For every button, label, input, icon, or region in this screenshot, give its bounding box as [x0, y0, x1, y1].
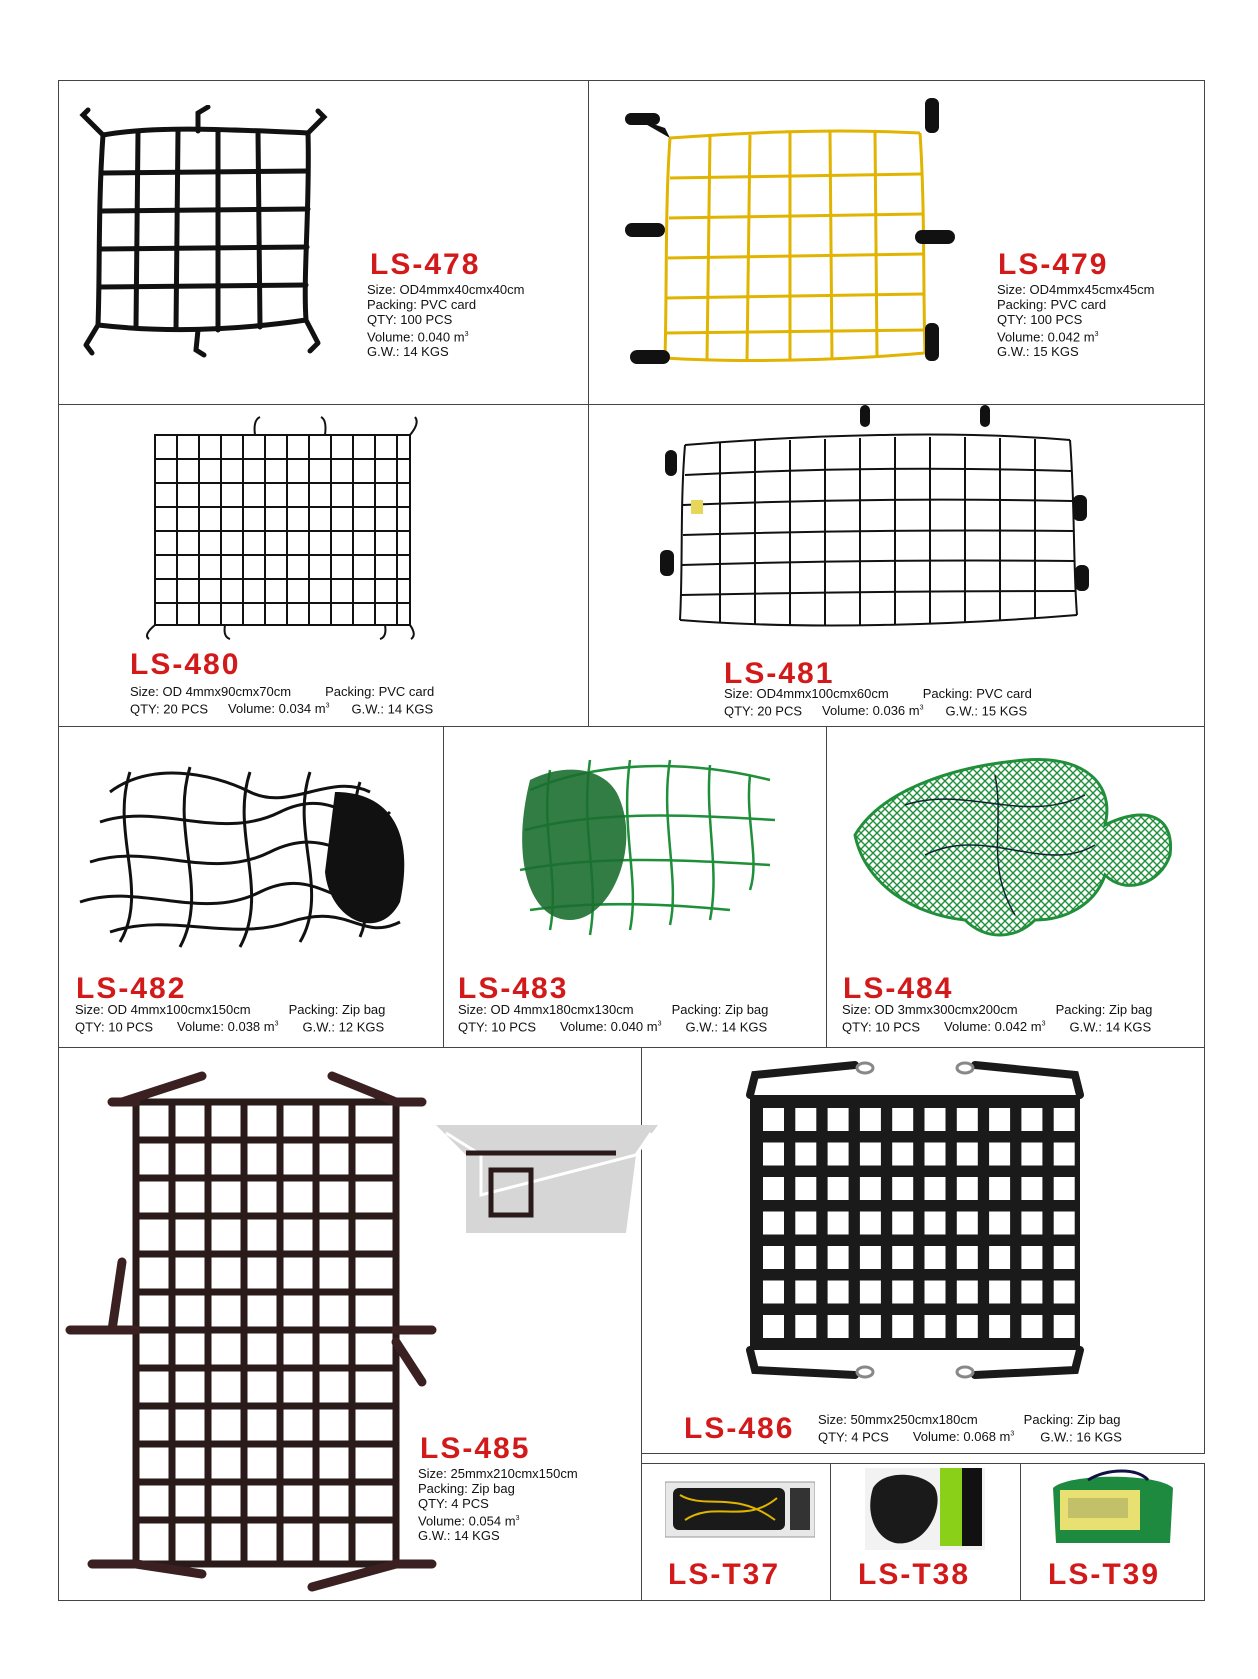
net-opening: [763, 1246, 784, 1269]
net-opening: [1054, 1143, 1075, 1166]
cargo-net-ls-479-image: [625, 88, 955, 378]
net-opening: [892, 1281, 913, 1304]
net-opening: [763, 1177, 784, 1200]
net-opening: [892, 1177, 913, 1200]
product-code: LS-T39: [1048, 1558, 1161, 1591]
qty-spec: QTY: 10 PCS: [75, 1019, 154, 1035]
gross-weight-spec: G.W.: 14 KGS: [418, 1528, 500, 1544]
net-opening: [828, 1281, 849, 1304]
net-opening: [892, 1108, 913, 1131]
net-opening: [957, 1177, 978, 1200]
packaged-net-ls-t37-image: [665, 1480, 815, 1540]
gross-weight-spec: G.W.: 16 KGS: [1040, 1429, 1122, 1445]
net-opening: [957, 1315, 978, 1338]
net-opening: [795, 1246, 816, 1269]
net-opening: [860, 1108, 881, 1131]
product-specs: [418, 1466, 578, 1543]
net-opening: [763, 1212, 784, 1235]
net-opening: [860, 1177, 881, 1200]
net-opening: [860, 1143, 881, 1166]
product-code: LS-482: [76, 972, 187, 1005]
cargo-net-ls-484-image: [845, 745, 1175, 945]
cargo-net-ls-481-image: [655, 405, 1095, 645]
packing-spec: Packing: PVC card: [325, 684, 435, 699]
net-opening: [957, 1108, 978, 1131]
product-specs: [367, 282, 524, 359]
size-spec: Size: OD4mmx100cmx60cm: [724, 686, 889, 701]
product-specs: [130, 684, 434, 716]
net-opening: [1021, 1246, 1042, 1269]
net-opening: [1054, 1108, 1075, 1131]
volume-spec: Volume: 0.034 $m^3$: [228, 701, 330, 717]
packing-spec: Packing: Zip bag: [1055, 1002, 1153, 1017]
strap-detail-inset-image: [436, 1125, 658, 1233]
gross-weight-spec: G.W.: 12 KGS: [302, 1019, 385, 1035]
net-opening: [763, 1315, 784, 1338]
net-opening: [763, 1143, 784, 1166]
qty-spec: QTY: 100 PCS: [997, 312, 1083, 327]
packing-spec: Packing: Zip bag: [288, 1002, 386, 1017]
gross-weight-spec: G.W.: 14 KGS: [367, 344, 449, 360]
net-opening: [1054, 1315, 1075, 1338]
net-opening: [1021, 1108, 1042, 1131]
net-opening: [1021, 1281, 1042, 1304]
packing-spec: Packing: PVC card: [922, 686, 1032, 701]
qty-spec: QTY: 20 PCS: [130, 701, 209, 717]
product-code: LS-483: [458, 972, 569, 1005]
net-opening: [1021, 1315, 1042, 1338]
product-code: LS-T37: [668, 1558, 781, 1591]
net-opening: [1021, 1143, 1042, 1166]
net-opening: [1054, 1281, 1075, 1304]
net-opening: [828, 1246, 849, 1269]
net-opening: [828, 1315, 849, 1338]
net-opening: [957, 1281, 978, 1304]
net-opening: [925, 1246, 946, 1269]
product-code: LS-480: [130, 648, 241, 681]
net-opening: [795, 1177, 816, 1200]
net-opening: [860, 1246, 881, 1269]
size-spec: Size: OD 4mmx100cmx150cm: [75, 1002, 251, 1017]
packing-spec: Packing: PVC card: [367, 297, 477, 312]
net-opening: [989, 1315, 1010, 1338]
net-opening: [860, 1212, 881, 1235]
net-opening: [828, 1177, 849, 1200]
net-opening: [1054, 1246, 1075, 1269]
qty-spec: QTY: 100 PCS: [367, 312, 453, 327]
size-spec: Size: OD4mmx40cmx40cm: [367, 282, 525, 297]
cargo-net-ls-485-image: [62, 1062, 442, 1594]
size-spec: Size: OD 4mmx90cmx70cm: [130, 684, 292, 699]
product-specs: [818, 1412, 1122, 1444]
net-opening: [925, 1212, 946, 1235]
gross-weight-spec: G.W.: 14 KGS: [685, 1019, 768, 1035]
net-opening: [957, 1143, 978, 1166]
size-spec: Size: 25mmx210cmx150cm: [418, 1466, 578, 1481]
net-opening: [860, 1281, 881, 1304]
product-code: LS-T38: [858, 1558, 971, 1591]
net-opening: [925, 1281, 946, 1304]
net-opening: [925, 1315, 946, 1338]
volume-spec: Volume: 0.040 $m^3$: [560, 1019, 662, 1035]
size-spec: Size: OD4mmx45cmx45cm: [997, 282, 1155, 297]
net-opening: [989, 1246, 1010, 1269]
product-code: LS-485: [420, 1432, 531, 1465]
net-opening: [1054, 1212, 1075, 1235]
volume-spec: Volume: 0.038 $m^3$: [177, 1019, 279, 1035]
net-opening: [989, 1212, 1010, 1235]
net-opening: [828, 1108, 849, 1131]
volume-spec: Volume: 0.054 $m^3$: [418, 1513, 520, 1529]
size-spec: Size: OD 4mmx180cmx130cm: [458, 1002, 634, 1017]
qty-spec: QTY: 20 PCS: [724, 703, 803, 719]
product-code: LS-484: [843, 972, 954, 1005]
net-opening: [989, 1108, 1010, 1131]
cargo-net-ls-480-image: [135, 415, 430, 640]
net-opening: [763, 1108, 784, 1131]
product-code: LS-481: [724, 657, 835, 690]
net-opening: [925, 1177, 946, 1200]
net-opening: [957, 1212, 978, 1235]
net-opening: [795, 1212, 816, 1235]
net-opening: [892, 1246, 913, 1269]
qty-spec: QTY: 4 PCS: [418, 1496, 489, 1511]
product-specs: [458, 1002, 768, 1034]
product-code: LS-479: [998, 248, 1109, 281]
net-opening: [892, 1212, 913, 1235]
net-opening: [795, 1281, 816, 1304]
packing-spec: Packing: Zip bag: [671, 1002, 769, 1017]
net-opening: [925, 1108, 946, 1131]
gross-weight-spec: G.W.: 14 KGS: [351, 701, 434, 717]
net-opening: [795, 1315, 816, 1338]
qty-spec: QTY: 4 PCS: [818, 1429, 889, 1445]
gross-weight-spec: G.W.: 15 KGS: [997, 344, 1079, 360]
gross-weight-spec: G.W.: 14 KGS: [1069, 1019, 1152, 1035]
size-spec: Size: OD 3mmx300cmx200cm: [842, 1002, 1018, 1017]
volume-spec: Volume: 0.040 $m^3$: [367, 329, 469, 345]
net-opening: [763, 1281, 784, 1304]
size-spec: Size: 50mmx250cmx180cm: [818, 1412, 978, 1427]
volume-spec: Volume: 0.042 $m^3$: [997, 329, 1099, 345]
gross-weight-spec: G.W.: 15 KGS: [945, 703, 1028, 719]
net-opening: [925, 1143, 946, 1166]
packaged-net-ls-t39-image: [1048, 1468, 1178, 1548]
product-specs: [75, 1002, 385, 1034]
product-specs: [997, 282, 1154, 359]
product-specs: [842, 1002, 1152, 1034]
net-opening: [795, 1143, 816, 1166]
cargo-net-ls-478-image: [78, 105, 333, 365]
net-opening: [989, 1281, 1010, 1304]
product-code: LS-478: [370, 248, 481, 281]
packing-spec: Packing: Zip bag: [418, 1481, 515, 1496]
net-opening: [989, 1177, 1010, 1200]
net-opening: [892, 1315, 913, 1338]
net-opening: [1021, 1212, 1042, 1235]
net-opening: [1054, 1177, 1075, 1200]
qty-spec: QTY: 10 PCS: [842, 1019, 921, 1035]
volume-spec: Volume: 0.042 $m^3$: [944, 1019, 1046, 1035]
net-opening: [892, 1143, 913, 1166]
net-opening: [957, 1246, 978, 1269]
net-opening: [860, 1315, 881, 1338]
net-opening: [1021, 1177, 1042, 1200]
qty-spec: QTY: 10 PCS: [458, 1019, 537, 1035]
product-code: LS-486: [684, 1412, 795, 1445]
product-specs: [724, 686, 1032, 718]
cargo-net-ls-486-image: [735, 1060, 1095, 1380]
cargo-net-ls-483-image: [510, 740, 790, 940]
packing-spec: Packing: Zip bag: [1023, 1412, 1121, 1427]
net-opening: [989, 1143, 1010, 1166]
net-opening: [828, 1143, 849, 1166]
volume-spec: Volume: 0.068 $m^3$: [912, 1429, 1015, 1445]
packaged-net-ls-t38-image: [865, 1468, 985, 1550]
packing-spec: Packing: PVC card: [997, 297, 1107, 312]
net-opening: [795, 1108, 816, 1131]
volume-spec: Volume: 0.036 $m^3$: [822, 703, 924, 719]
cargo-net-ls-482-image: [70, 752, 420, 957]
net-opening: [828, 1212, 849, 1235]
